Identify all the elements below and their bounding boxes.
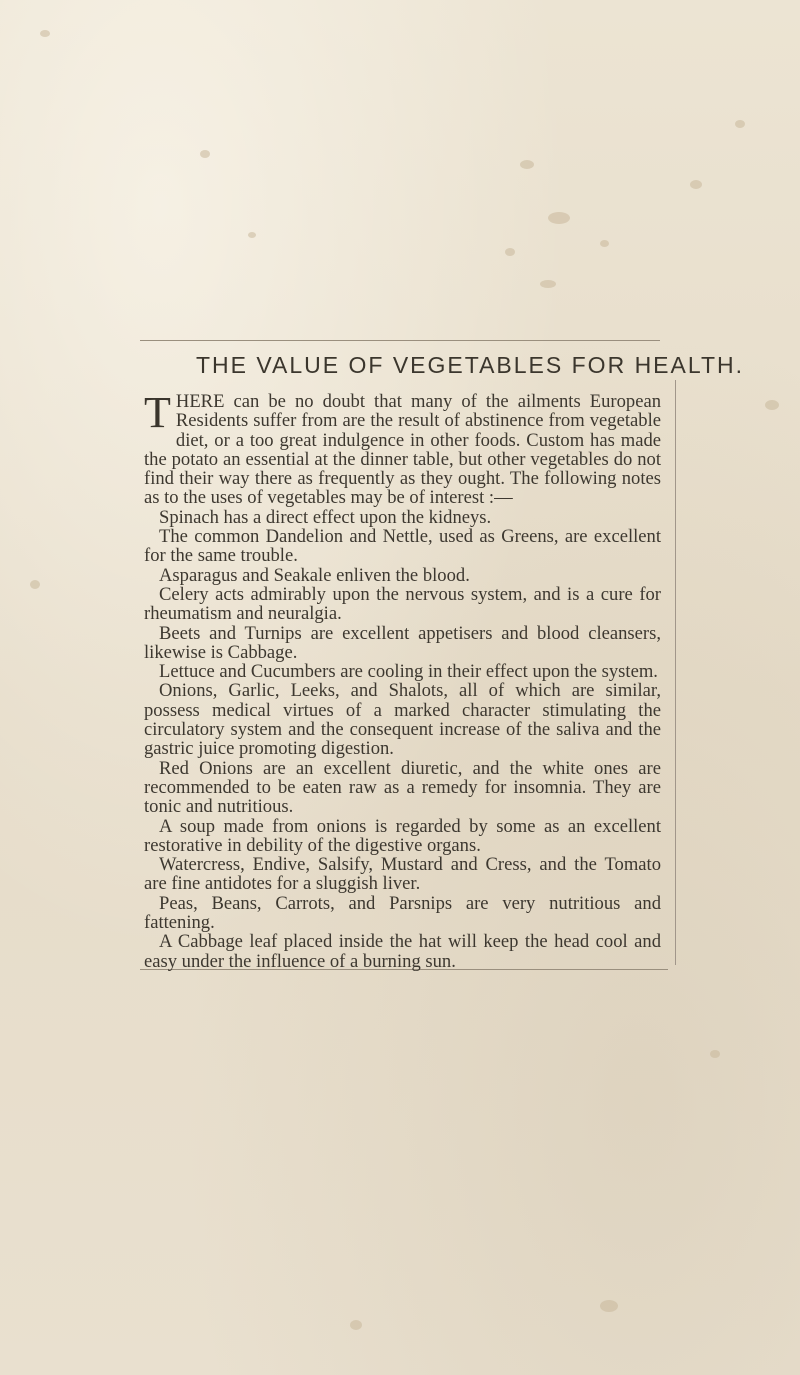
clipping-top-edge [140,340,660,341]
foxing-spot [520,160,534,169]
foxing-spot [600,240,609,247]
opening-paragraph [144,388,661,509]
foxing-spot [248,232,256,238]
paragraph: Beets and Turnips are excellent appetisers and blood cleansers, likewise is Cabbage. [144,622,661,663]
foxing-spot [735,120,745,128]
paragraph: The common Dandelion and Nettle, used as Greens, are excellent for the same trouble. [144,526,661,567]
foxing-spot [600,1300,618,1312]
paragraph: Spinach has a direct effect upon the kidneys. [159,506,492,528]
foxing-spot [540,280,556,288]
paragraph: Watercress, Endive, Salsify, Mustard and Cress, and the Tomato are fine antidotes for a sluggish liver. [144,854,661,895]
drop-cap: T [144,388,170,437]
opening-paragraph-text: HERE can be no doubt that many of the ailments European Residents suffer from are the result of abstinence from vegetable diet, or a too great indulgence in other foods. Custom has made the potato an essential at the dinner table, but other vegetables do not find their way there as frequently as they ought. The following notes as to the uses of vegetables may be of interest :— [144,391,661,509]
foxing-spot [765,400,779,410]
foxing-spot [40,30,50,37]
paragraph: Asparagus and Seakale enliven the blood. [159,564,470,586]
article-title: THE VALUE OF VEGETABLES FOR HEALTH. [196,352,744,378]
foxing-spot [710,1050,720,1058]
foxing-spot [505,248,515,256]
clipping-right-edge [675,380,676,965]
foxing-spot [548,212,570,224]
foxing-spot [200,150,210,158]
foxing-spot [30,580,40,589]
paragraph: Celery acts admirably upon the nervous system, and is a cure for rheumatism and neuralgia. [144,583,661,625]
paragraph: Peas, Beans, Carrots, and Parsnips are very nutritious and fattening. [144,892,661,934]
paragraph: A Cabbage leaf placed inside the hat will keep the head cool and easy under the influence of a burning sun. [144,931,661,972]
paragraph: Red Onions are an excellent diuretic, and the white ones are recommended to be eaten raw as a remedy for insomnia. They are tonic and nutritious. [144,757,661,818]
paragraph: Lettuce and Cucumbers are cooling in their effect upon the system. [159,661,658,683]
paragraph: A soup made from onions is regarded by some as an excellent restorative in debility of the digestive organs. [144,815,661,856]
paragraph: Onions, Garlic, Leeks, and Shalots, all of which are similar, possess medical virtues of a marked character stimulating the circulatory system and the consequent increase of the saliva and the gastric juice promoting digestion. [144,680,661,760]
foxing-spot [690,180,702,189]
foxing-spot [350,1320,362,1330]
article-body [144,388,661,972]
